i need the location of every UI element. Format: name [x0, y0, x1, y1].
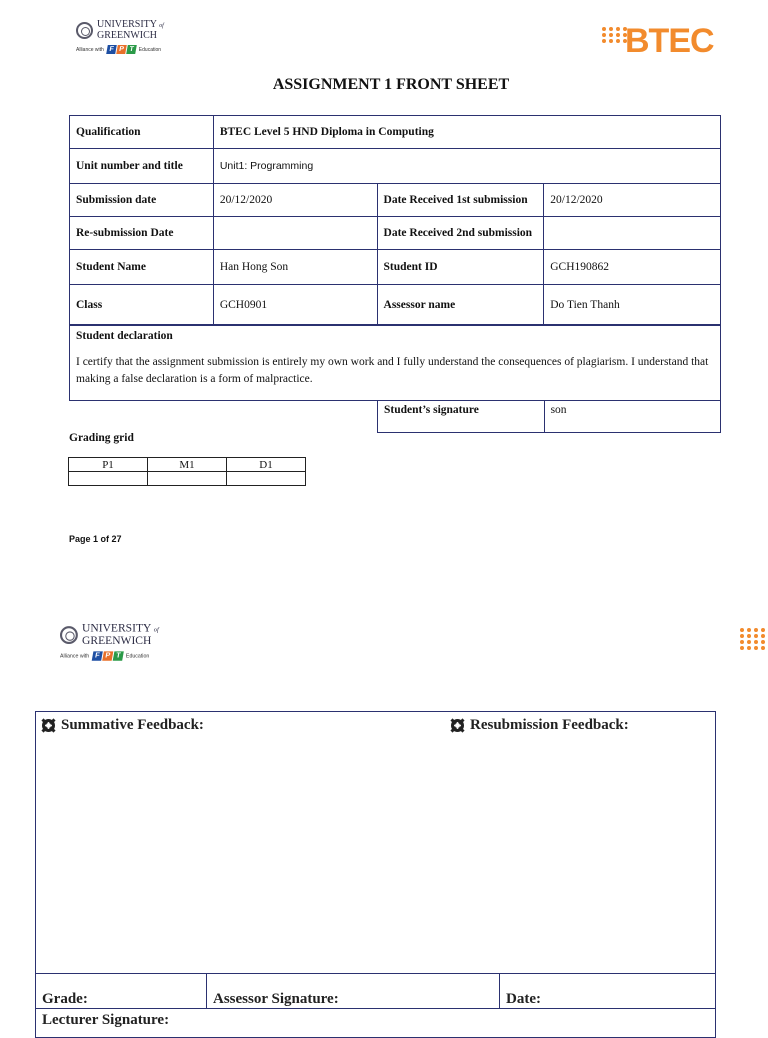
- student-name-value: Han Hong Son: [213, 250, 377, 285]
- row-qualification: [70, 116, 721, 149]
- assessor-signature-cell: [206, 973, 500, 1009]
- lecturer-signature-cell: [35, 1008, 716, 1038]
- btec-dots-icon: [740, 628, 766, 650]
- resubmission-date-value: [213, 217, 377, 250]
- grading-grid-title: Grading grid: [69, 432, 134, 444]
- logo-text-university: UNIVERSITY: [97, 19, 157, 30]
- row-submission-date: [70, 184, 721, 217]
- student-declaration: [69, 325, 721, 401]
- fpt-logo: [92, 651, 122, 660]
- student-name-label: Student Name: [70, 250, 214, 285]
- unit-value: Unit1: Programming: [213, 149, 720, 184]
- date-received-2-value: [544, 217, 721, 250]
- university-crest-icon: [60, 626, 78, 644]
- university-logo-page2: [60, 623, 159, 661]
- alliance-line: [60, 651, 159, 660]
- fpt-letter-p: P: [116, 45, 127, 54]
- logo-text-greenwich: GREENWICH: [82, 634, 152, 648]
- grade-cell-d1: [227, 472, 306, 486]
- row-resubmission-date: [70, 217, 721, 250]
- student-id-value: GCH190862: [544, 250, 721, 285]
- date-label: Date:: [506, 991, 541, 1007]
- feedback-box: [35, 711, 716, 974]
- alliance-text: Alliance with: [76, 46, 104, 53]
- date-received-1-label: Date Received 1st submission: [377, 184, 544, 217]
- page-title: ASSIGNMENT 1 FRONT SHEET: [272, 76, 510, 93]
- education-text: Education: [125, 652, 150, 660]
- summative-feedback-heading: [42, 717, 204, 734]
- logo-text-of: of: [153, 627, 159, 634]
- declaration-title: Student declaration: [76, 330, 173, 342]
- grade-label: Grade:: [42, 991, 88, 1007]
- class-label: Class: [70, 285, 214, 325]
- btec-logo: BTEC: [625, 22, 714, 60]
- summative-feedback-label: Summative Feedback:: [61, 717, 204, 733]
- university-logo: [76, 20, 164, 54]
- logo-text-greenwich: GREENWICH: [97, 30, 157, 41]
- qualification-value: BTEC Level 5 HND Diploma in Computing: [213, 116, 720, 149]
- signature-label: Student’s signature: [378, 401, 545, 433]
- date-cell: [499, 973, 716, 1009]
- qualification-label: Qualification: [70, 116, 214, 149]
- logo-text-university: UNIVERSITY: [82, 621, 151, 635]
- grade-header-m1: M1: [148, 458, 227, 472]
- assessor-label: Assessor name: [377, 285, 544, 325]
- grade-header-d1: D1: [227, 458, 306, 472]
- submission-date-label: Submission date: [70, 184, 214, 217]
- class-value: GCH0901: [213, 285, 377, 325]
- row-student: [70, 250, 721, 285]
- alliance-line: [76, 45, 164, 54]
- assessor-signature-label: Assessor Signature:: [213, 991, 339, 1007]
- fpt-logo: [107, 45, 136, 54]
- grade-cell-p1: [69, 472, 148, 486]
- education-text: Education: [138, 46, 162, 53]
- row-unit: [70, 149, 721, 184]
- date-received-1-value: 20/12/2020: [544, 184, 721, 217]
- student-id-label: Student ID: [377, 250, 544, 285]
- date-received-2-label: Date Received 2nd submission: [377, 217, 544, 250]
- front-sheet-table: [69, 115, 721, 325]
- fpt-letter-p: P: [102, 651, 113, 660]
- lecturer-signature-label: Lecturer Signature:: [42, 1012, 170, 1028]
- grade-header-p1: P1: [69, 458, 148, 472]
- row-class: [70, 285, 721, 325]
- fpt-letter-f: F: [92, 651, 103, 660]
- page-number: Page 1 of 27: [69, 534, 122, 544]
- submission-date-value: 20/12/2020: [213, 184, 377, 217]
- signature-value: son: [544, 401, 720, 433]
- resubmission-feedback-label: Resubmission Feedback:: [470, 717, 629, 733]
- grade-cell-m1: [148, 472, 227, 486]
- logo-text-of: of: [159, 23, 164, 29]
- fpt-letter-t: T: [126, 45, 137, 54]
- alliance-text: Alliance with: [60, 652, 90, 660]
- fpt-letter-t: T: [113, 651, 124, 660]
- signature-table: [377, 400, 721, 433]
- unit-label: Unit number and title: [70, 149, 214, 184]
- resubmission-date-label: Re-submission Date: [70, 217, 214, 250]
- assessor-value: Do Tien Thanh: [544, 285, 721, 325]
- university-crest-icon: [76, 22, 93, 39]
- gear-icon: [42, 719, 55, 732]
- fpt-letter-f: F: [106, 45, 117, 54]
- grading-grid: [68, 457, 306, 486]
- declaration-text: I certify that the assignment submission is entirely my own work and I fully understand the consequences of plagiarism. I understand that making a false declaration is a form of malpractice.: [76, 356, 709, 385]
- gear-icon: [451, 719, 464, 732]
- grade-cell: [35, 973, 207, 1009]
- resubmission-feedback-heading: [451, 717, 629, 734]
